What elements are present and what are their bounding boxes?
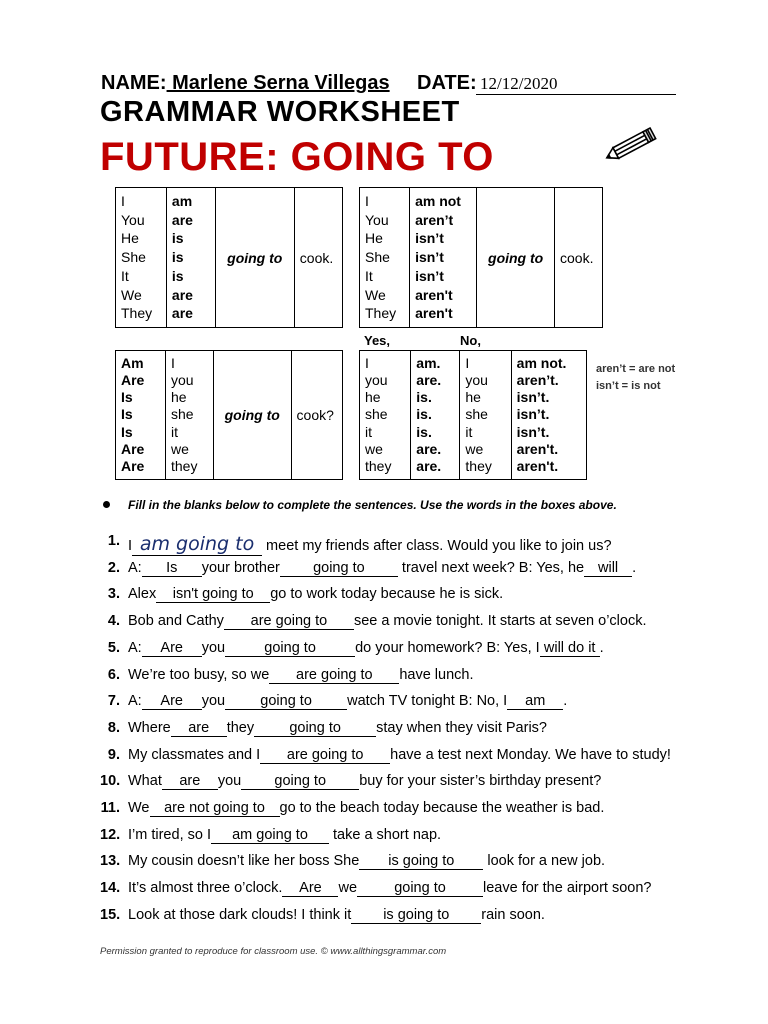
pronoun: they xyxy=(465,458,492,474)
be-verb-negative: aren’t xyxy=(415,211,454,228)
be-verb: are xyxy=(171,286,193,303)
be-verb-negative: isn’t xyxy=(415,267,444,284)
question-text xyxy=(128,613,647,630)
sentence-fragment: your brother xyxy=(201,559,280,576)
answer-blank[interactable]: going to xyxy=(241,773,359,790)
question-number: 3. xyxy=(107,586,120,603)
short-answer-yes: are. xyxy=(416,371,442,388)
instructions: Fill in the blanks below to complete the sentences. Use the words in the boxes above. xyxy=(128,498,617,512)
be-verb-negative: isn’t xyxy=(415,230,444,247)
short-answer-no: aren't. xyxy=(516,458,559,474)
question-text xyxy=(128,533,612,556)
sentence-fragment: My cousin doesn’t like her boss She xyxy=(128,853,360,870)
pronoun: it xyxy=(171,423,178,440)
question-number: 10. xyxy=(100,773,121,790)
going-to-cell: going to xyxy=(215,188,294,328)
pronoun: we xyxy=(465,440,484,457)
sentence-fragment: buy for your sister’s birthday present? xyxy=(359,773,602,790)
worksheet-title: GRAMMAR WORKSHEET xyxy=(100,96,460,128)
answer-blank[interactable]: am xyxy=(507,693,563,710)
be-verb: is xyxy=(171,249,184,266)
pronoun: We xyxy=(365,286,386,303)
answer-blank[interactable]: going to xyxy=(357,880,483,897)
sentence-fragment: see a movie tonight. It starts at seven o’clock. xyxy=(353,613,647,630)
sentence-fragment: . xyxy=(563,693,568,710)
answer-blank[interactable]: Is xyxy=(142,560,202,577)
sentence-fragment: have a test next Monday. We have to study! xyxy=(390,746,671,763)
yes-pronoun-column xyxy=(365,355,405,475)
pronoun: he xyxy=(171,389,187,406)
answer-blank[interactable]: going to xyxy=(225,693,347,710)
be-verb-negative: aren't xyxy=(415,286,453,303)
note-isnt: isn’t = is not xyxy=(596,380,661,392)
question-text xyxy=(128,827,441,844)
pencil-icon xyxy=(602,124,664,171)
sentence-fragment: stay when they visit Paris? xyxy=(376,719,547,736)
be-verb: Is xyxy=(121,389,133,406)
answer-blank[interactable]: will do it xyxy=(540,640,600,657)
pronoun: They xyxy=(121,305,153,322)
answer-blank[interactable]: will xyxy=(584,560,632,577)
sentence-fragment: do your homework? B: Yes, I xyxy=(355,639,540,656)
be-verb: is xyxy=(171,267,184,284)
going-to-cell: going to xyxy=(477,188,555,328)
pronoun: he xyxy=(465,389,481,406)
answer-blank[interactable]: are xyxy=(162,773,218,790)
pronoun: we xyxy=(365,440,383,457)
name-line xyxy=(101,72,390,95)
sentence-fragment: go to the beach today because the weather is bad. xyxy=(279,800,605,816)
student-name: Marlene Serna Villegas xyxy=(166,72,390,94)
short-answer-no: isn’t. xyxy=(516,423,550,440)
answer-blank[interactable]: going to xyxy=(254,720,376,737)
affirmative-table xyxy=(115,187,343,328)
pronoun: It xyxy=(121,267,129,284)
no-verb-column xyxy=(517,355,581,475)
sentence-fragment: Alex xyxy=(128,586,157,603)
question-text xyxy=(128,747,671,764)
short-answer-no: aren’t. xyxy=(516,371,559,388)
sentence-fragment: My classmates and I xyxy=(128,746,261,763)
answer-blank[interactable]: isn't going to xyxy=(156,586,270,603)
answer-blank[interactable]: are xyxy=(171,720,227,737)
question-number: 11. xyxy=(100,800,120,816)
answer-blank[interactable]: Are xyxy=(282,880,338,897)
contraction-notes xyxy=(596,361,675,395)
pronoun: She xyxy=(121,249,146,266)
question-text xyxy=(128,720,547,737)
sentence-fragment: have lunch. xyxy=(399,666,474,683)
short-answers-table xyxy=(359,350,587,480)
date-field[interactable]: 12/12/2020 xyxy=(476,74,676,95)
answer-blank[interactable]: am going to xyxy=(211,827,329,844)
be-verb: am xyxy=(171,193,193,210)
question-number: 2. xyxy=(107,559,120,576)
sentence-fragment: A: xyxy=(128,693,142,710)
date-label: DATE: xyxy=(417,72,477,94)
sentence-fragment: you xyxy=(201,639,226,656)
sentence-fragment: travel next week? B: Yes, he xyxy=(397,559,585,576)
question-number: 6. xyxy=(107,666,120,683)
be-verb: Is xyxy=(121,423,133,440)
pronoun: she xyxy=(171,406,194,423)
be-verb: Am xyxy=(121,354,144,371)
sentence-fragment: Look at those dark clouds! I think it xyxy=(128,906,352,923)
verb-column xyxy=(172,192,210,323)
answer-blank[interactable]: going to xyxy=(280,560,398,577)
be-verb-negative: aren't xyxy=(415,305,453,322)
question-table xyxy=(115,350,343,480)
verb-column xyxy=(121,355,160,475)
short-answer-no: isn’t. xyxy=(516,406,550,423)
be-verb: Are xyxy=(121,440,145,457)
pronoun-column xyxy=(121,192,161,323)
sentence-fragment: I’m tired, so I xyxy=(128,826,211,843)
sentence-fragment: We’re too busy, so we xyxy=(128,666,270,683)
pronoun-column xyxy=(365,192,404,323)
be-verb: are xyxy=(171,305,193,322)
be-verb-negative: am not xyxy=(415,193,461,210)
short-answer-no: aren't. xyxy=(516,440,559,457)
pronoun-column xyxy=(171,355,208,475)
question-text xyxy=(128,693,567,710)
sentence-fragment: look for a new job. xyxy=(483,853,606,870)
short-answer-yes: are. xyxy=(416,458,442,474)
pronoun: I xyxy=(365,354,369,371)
short-answer-no: am not. xyxy=(516,354,567,371)
question-text xyxy=(128,853,605,870)
sentence-fragment: We xyxy=(128,800,150,816)
answer-blank[interactable]: are not going to xyxy=(150,800,280,817)
verb-column xyxy=(415,192,471,323)
cook-cell: cook. xyxy=(555,188,603,328)
sentence-fragment: leave for the airport soon? xyxy=(483,880,652,897)
short-answer-yes: are. xyxy=(416,440,442,457)
question-text xyxy=(128,773,601,790)
bullet-icon xyxy=(103,501,110,508)
be-verb: Are xyxy=(121,458,145,474)
pronoun: He xyxy=(365,230,383,247)
pronoun: I xyxy=(365,193,369,210)
sentence-fragment: . xyxy=(632,559,637,576)
sentence-fragment: I xyxy=(128,538,133,554)
question-number: 9. xyxy=(107,746,120,763)
sentence-fragment: watch TV tonight B: No, I xyxy=(347,693,508,710)
short-answer-no: isn’t. xyxy=(516,389,550,406)
sentence-fragment: Bob and Cathy xyxy=(128,613,224,630)
yes-verb-column xyxy=(416,355,454,475)
be-verb-negative: isn’t xyxy=(415,249,444,266)
pronoun: he xyxy=(365,389,381,406)
going-to-cell: going to xyxy=(213,351,291,480)
question-number: 7. xyxy=(107,693,120,710)
answer-blank[interactable]: are going to xyxy=(260,747,390,764)
sentence-fragment: Where xyxy=(128,719,171,736)
question-number: 15. xyxy=(100,906,121,923)
sentence-fragment: A: xyxy=(128,559,142,576)
answer-blank[interactable]: is going to xyxy=(359,853,483,870)
answer-blank[interactable]: Are xyxy=(142,640,202,657)
sentence-fragment: take a short nap. xyxy=(329,826,442,843)
question-number: 13. xyxy=(100,853,121,870)
question-number: 12. xyxy=(100,826,121,843)
pronoun: He xyxy=(121,230,139,247)
answer-blank[interactable]: Are xyxy=(142,693,202,710)
sentence-fragment: you xyxy=(201,693,226,710)
sentence-fragment: they xyxy=(226,719,255,736)
question-number: 8. xyxy=(107,719,120,736)
short-answer-yes: is. xyxy=(416,389,432,406)
pronoun: you xyxy=(365,371,388,388)
short-answer-yes: am. xyxy=(416,354,441,371)
be-verb: is xyxy=(171,230,184,247)
question-text xyxy=(128,586,503,603)
question-text xyxy=(128,907,545,924)
pronoun: They xyxy=(365,305,397,322)
pronoun: I xyxy=(465,354,470,371)
pronoun: they xyxy=(171,458,198,474)
pronoun: You xyxy=(121,211,145,228)
negative-table xyxy=(359,187,603,328)
pronoun: we xyxy=(171,440,189,457)
pronoun: she xyxy=(465,406,488,423)
pronoun: I xyxy=(121,193,125,210)
sentence-fragment: What xyxy=(128,773,162,790)
answer-blank[interactable]: going to xyxy=(225,640,355,657)
short-answer-yes: is. xyxy=(416,423,432,440)
pronoun: She xyxy=(365,249,390,266)
pronoun: We xyxy=(121,286,142,303)
sentence-fragment: you xyxy=(217,773,242,790)
question-number: 5. xyxy=(107,639,120,656)
question-number: 1. xyxy=(107,533,120,549)
answer-blank[interactable]: am going to xyxy=(132,533,262,556)
question-text xyxy=(128,880,651,897)
short-answer-yes: is. xyxy=(416,406,432,423)
yes-label: Yes, xyxy=(364,333,391,348)
pronoun: I xyxy=(171,354,175,371)
question-text xyxy=(128,560,636,577)
question-text xyxy=(128,667,473,684)
pronoun: you xyxy=(465,371,488,388)
pronoun: It xyxy=(365,267,373,284)
sentence-fragment: rain soon. xyxy=(481,906,545,923)
sentence-fragment: meet my friends after class. Would you like to join us? xyxy=(262,538,612,554)
pronoun: it xyxy=(365,423,372,440)
question-number: 4. xyxy=(107,613,120,630)
no-label: No, xyxy=(460,333,481,348)
footer-permission: Permission granted to reproduce for classroom use. © www.allthingsgrammar.com xyxy=(100,946,447,957)
note-arent: aren’t = are not xyxy=(596,363,676,375)
pronoun: You xyxy=(365,211,389,228)
answer-blank[interactable]: are going to xyxy=(269,667,399,684)
pronoun: they xyxy=(365,458,392,474)
sentence-fragment: go to work today because he is sick. xyxy=(270,586,504,603)
sentence-fragment: A: xyxy=(128,639,142,656)
be-verb: Are xyxy=(121,371,145,388)
be-verb: Is xyxy=(121,406,133,423)
pronoun: it xyxy=(465,423,473,440)
sentence-fragment: It’s almost three o’clock. xyxy=(128,880,283,897)
name-label: NAME: xyxy=(101,72,167,94)
answer-blank[interactable]: are going to xyxy=(224,613,354,630)
pronoun: you xyxy=(171,371,194,388)
no-pronoun-column xyxy=(465,355,505,475)
question-number: 14. xyxy=(100,880,121,897)
worksheet-subtitle: FUTURE: GOING TO xyxy=(100,135,494,179)
cook-question-cell: cook? xyxy=(291,351,342,480)
question-text xyxy=(128,800,604,817)
answer-blank[interactable]: is going to xyxy=(351,907,481,924)
be-verb: are xyxy=(171,211,193,228)
cook-cell: cook. xyxy=(294,188,342,328)
question-text xyxy=(128,640,604,657)
sentence-fragment: . xyxy=(599,639,604,656)
pronoun: she xyxy=(365,406,388,423)
sentence-fragment: we xyxy=(338,880,358,897)
